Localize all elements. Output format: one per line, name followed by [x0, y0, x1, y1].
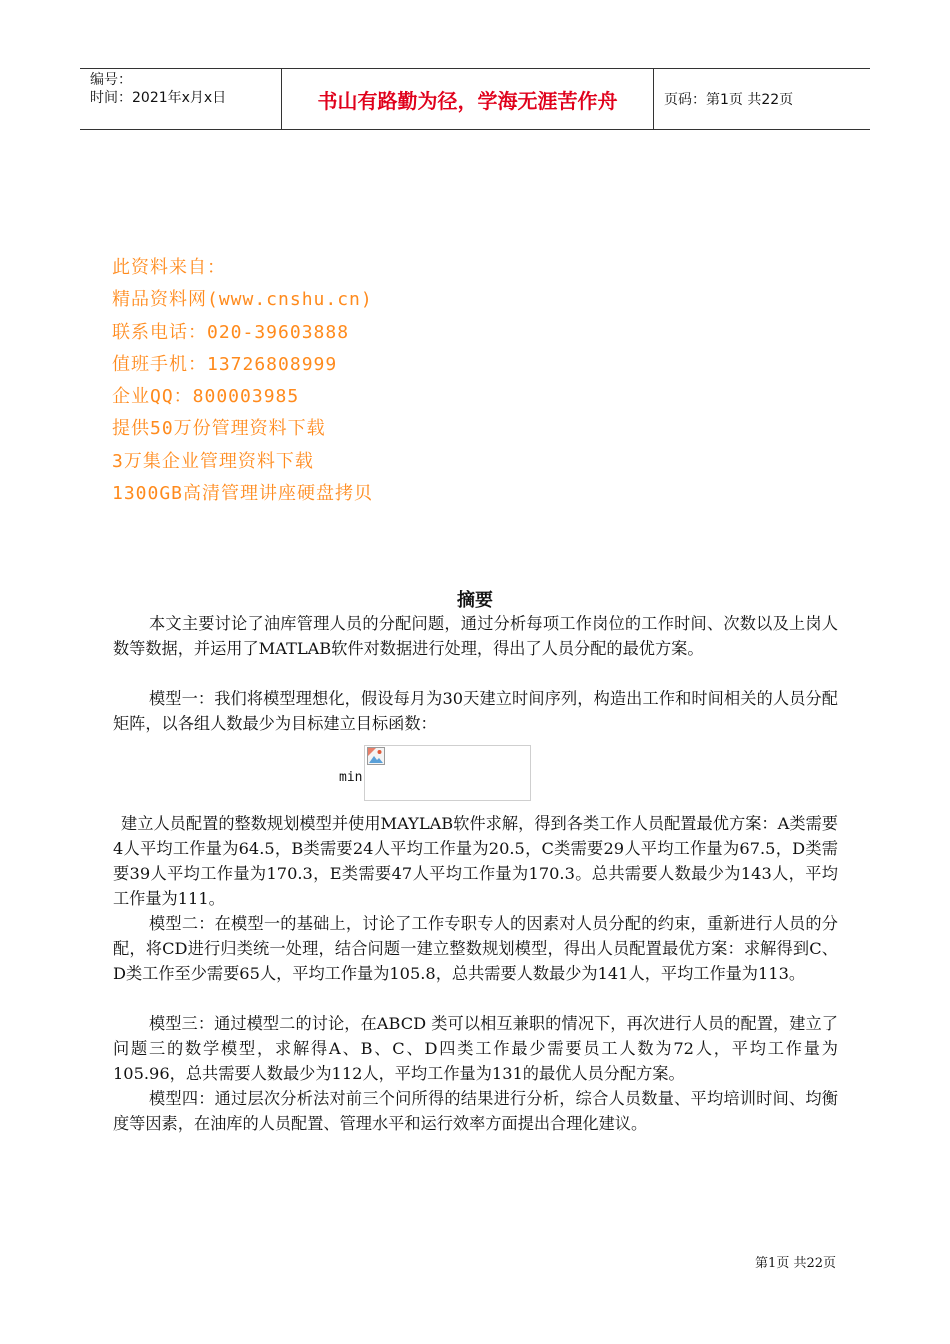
source-info-block: [112, 252, 373, 510]
abstract-paragraph: 模型三：通过模型二的讨论，在ABCD 类可以相互兼职的情况下，再次进行人员的配置，建立了问题三的数学模型，求解得A、B、C、D四类工作最少需要员工人数为72人，平均工作量为105.96，总共需要人数最少为112人，平均工作量为131的最优人员分配方案。: [113, 1014, 838, 1083]
abstract-paragraph: 建立人员配置的整数规划模型并使用MAYLAB软件求解，得到各类工作人员配置最优方案：A类需要4人平均工作量为64.5，B类需要24人平均工作量为20.5，C类需要29人平均工作量为67.5，D类需要39人平均工作量为170.3，E类需要47人平均工作量为170.3。总共需要人数最少为143人，平均工作量为111。: [113, 814, 838, 908]
source-line: 值班手机：13726808999: [112, 353, 338, 375]
source-line: 提供50万份管理资料下载: [112, 418, 326, 440]
header-page-info: 页码：第1页 共22页: [664, 92, 794, 108]
abstract-title: 摘要: [457, 590, 493, 611]
source-line: 此资料来自：: [112, 257, 226, 278]
source-line: 联系电话：020-39603888: [112, 321, 350, 343]
source-line: 精品资料网(www.cnshu.cn): [112, 289, 373, 311]
formula-min-label: min: [339, 770, 363, 785]
objective-formula: [339, 745, 531, 801]
source-line: 1300GB高清管理讲座硬盘拷贝: [112, 483, 374, 505]
abstract-paragraph: 模型一：我们将模型理想化，假设每月为30天建立时间序列，构造出工作和时间相关的人员分配矩阵，以各组人数最少为目标建立目标函数：: [113, 689, 838, 733]
formula-image-placeholder: [364, 745, 531, 801]
abstract-paragraph: 本文主要讨论了油库管理人员的分配问题，通过分析每项工作岗位的工作时间、次数以及上岗人数等数据，并运用了MATLAB软件对数据进行处理，得出了人员分配的最优方案。: [113, 614, 838, 658]
header-motto: 书山有路勤为径，学海无涯苦作舟: [282, 69, 654, 129]
abstract-paragraph: 模型二：在模型一的基础上，讨论了工作专职专人的因素对人员分配的约束，重新进行人员的分配，将CD进行归类统一处理，结合问题一建立整数规划模型，得出人员配置最优方案：求解得到C、D类工作至少需要65人，平均工作量为105.8，总共需要人数最少为141人，平均工作量为113。: [113, 914, 838, 983]
document-header: [80, 68, 870, 130]
broken-image-icon: [367, 747, 385, 765]
footer-page-info: 第1页 共22页: [755, 1256, 836, 1271]
source-line: 企业QQ：800003985: [112, 386, 300, 408]
source-line: 3万集企业管理资料下载: [112, 450, 314, 472]
abstract-paragraph: 模型四：通过层次分析法对前三个问所得的结果进行分析，综合人员数量、平均培训时间、均衡度等因素，在油库的人员配置、管理水平和运行效率方面提出合理化建议。: [113, 1089, 838, 1133]
header-meta-cell: [80, 69, 282, 129]
time-label: 时间：2021年x月x日: [90, 90, 227, 106]
code-label: 编号：: [90, 72, 132, 88]
